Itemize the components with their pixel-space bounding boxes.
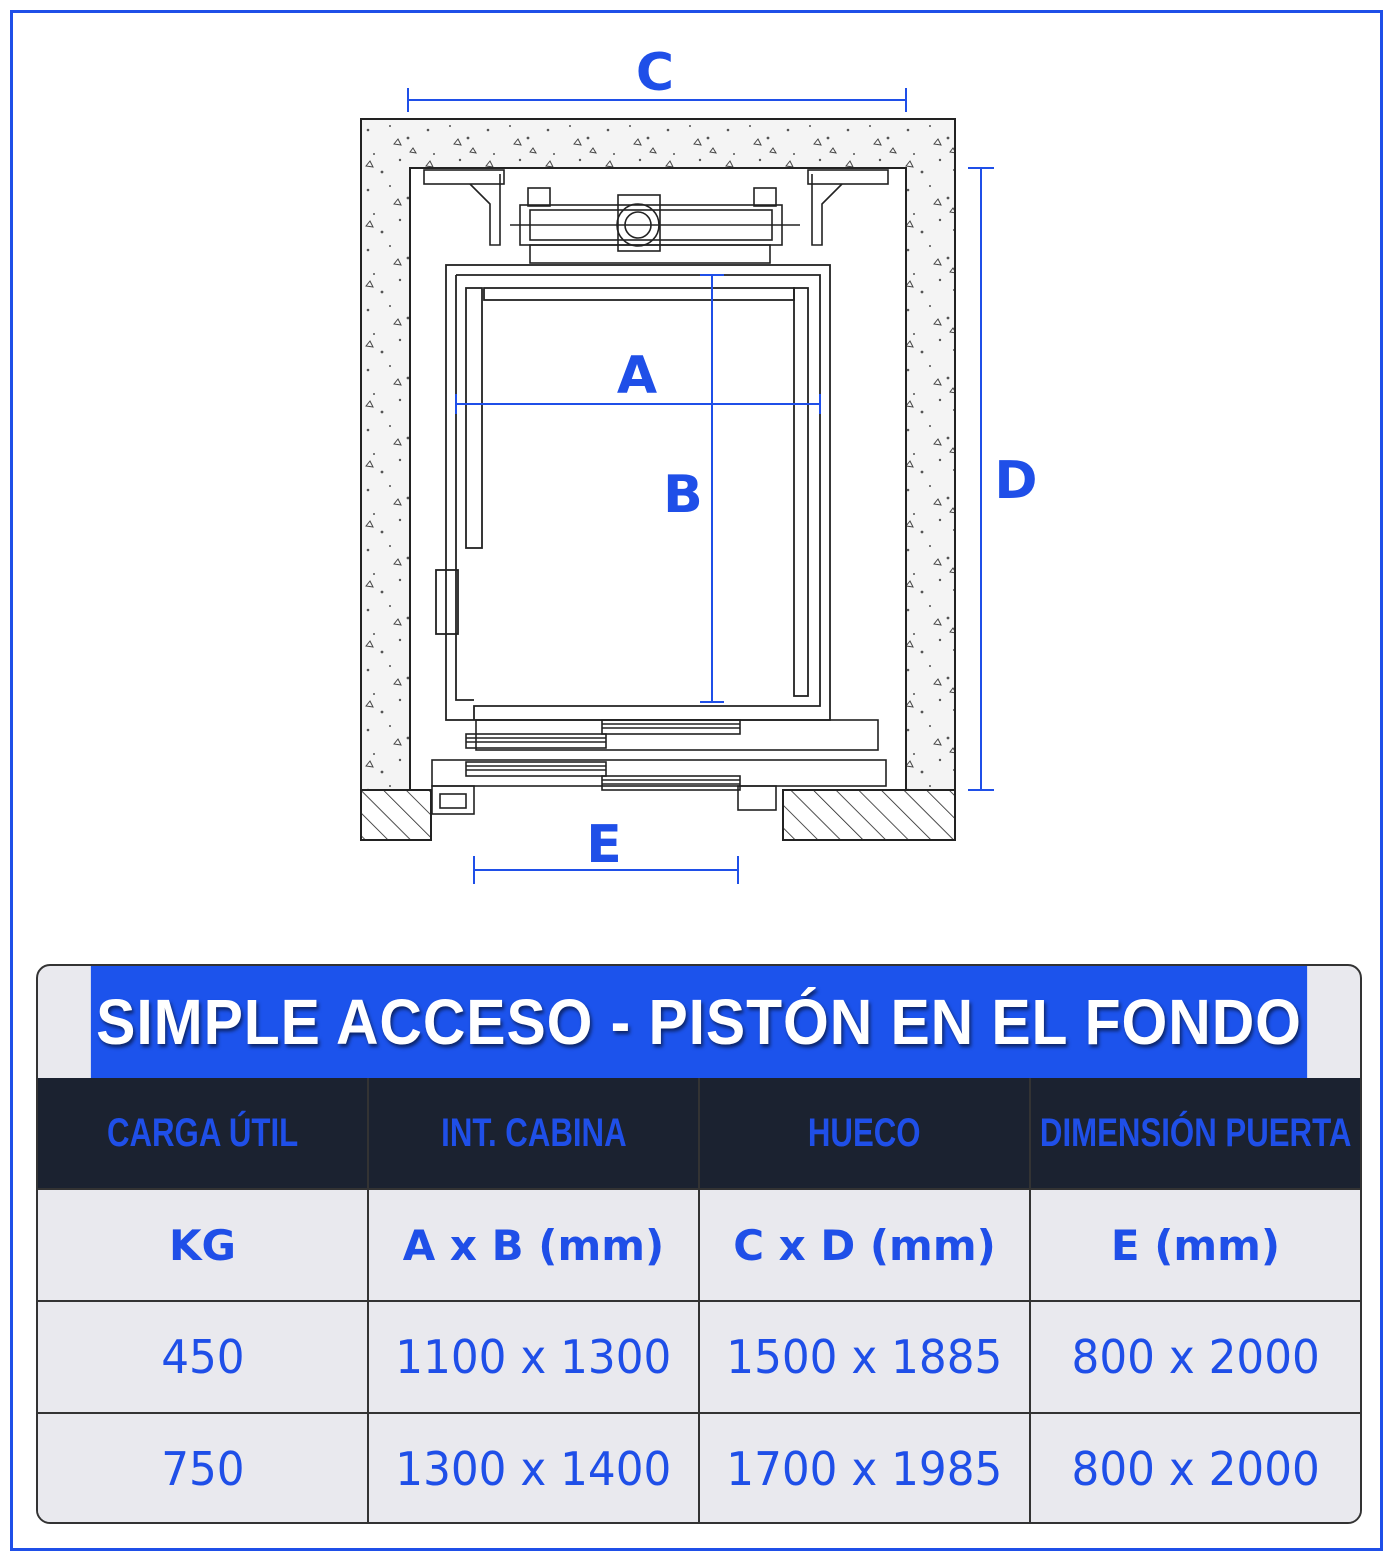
unit-e: E (mm) xyxy=(1031,1190,1360,1302)
unit-kg: KG xyxy=(38,1190,369,1302)
table-title: SIMPLE ACCESO - PISTÓN EN EL FONDO xyxy=(91,966,1307,1078)
piston-assembly xyxy=(424,170,888,263)
unit-c-x-d: C x D (mm) xyxy=(700,1190,1031,1302)
cell-value: 1700 x 1985 xyxy=(726,1442,1003,1496)
table-cell xyxy=(1031,1414,1360,1524)
table-cell xyxy=(38,1302,369,1414)
table-cell xyxy=(38,1414,369,1524)
table-cell xyxy=(700,1302,1031,1414)
dimension-label-c: C xyxy=(635,43,675,103)
floor-slab-right xyxy=(783,790,955,840)
dimension-label-e: E xyxy=(586,815,622,875)
table-grid xyxy=(38,1078,1360,1524)
cell-value: 450 xyxy=(160,1330,245,1384)
header-carga-util xyxy=(38,1078,369,1190)
cell-value: 750 xyxy=(160,1442,245,1496)
header-label: CARGA ÚTIL xyxy=(106,1110,299,1155)
header-label: HUECO xyxy=(808,1110,921,1155)
specs-table xyxy=(36,964,1362,1524)
cell-value: 800 x 2000 xyxy=(1071,1330,1320,1384)
unit-a-x-b: A x B (mm) xyxy=(369,1190,700,1302)
table-cell xyxy=(1031,1302,1360,1414)
cell-value: 800 x 2000 xyxy=(1071,1442,1320,1496)
header-dimension-puerta xyxy=(1031,1078,1360,1190)
cell-value: 1100 x 1300 xyxy=(395,1330,672,1384)
dimension-label-a: A xyxy=(616,346,658,406)
cabin xyxy=(436,265,830,720)
table-cell xyxy=(700,1414,1031,1524)
cell-value: 1300 x 1400 xyxy=(395,1442,672,1496)
header-label: DIMENSIÓN PUERTA xyxy=(1039,1110,1352,1155)
dimension-label-d: D xyxy=(994,451,1038,511)
header-label: INT. CABINA xyxy=(440,1110,627,1155)
header-int-cabina xyxy=(369,1078,700,1190)
table-cell xyxy=(369,1414,700,1524)
table-cell xyxy=(369,1302,700,1414)
dimension-label-b: B xyxy=(663,465,703,525)
cell-value: 1500 x 1885 xyxy=(726,1330,1003,1384)
floor-slab-left xyxy=(361,790,431,840)
header-hueco xyxy=(700,1078,1031,1190)
